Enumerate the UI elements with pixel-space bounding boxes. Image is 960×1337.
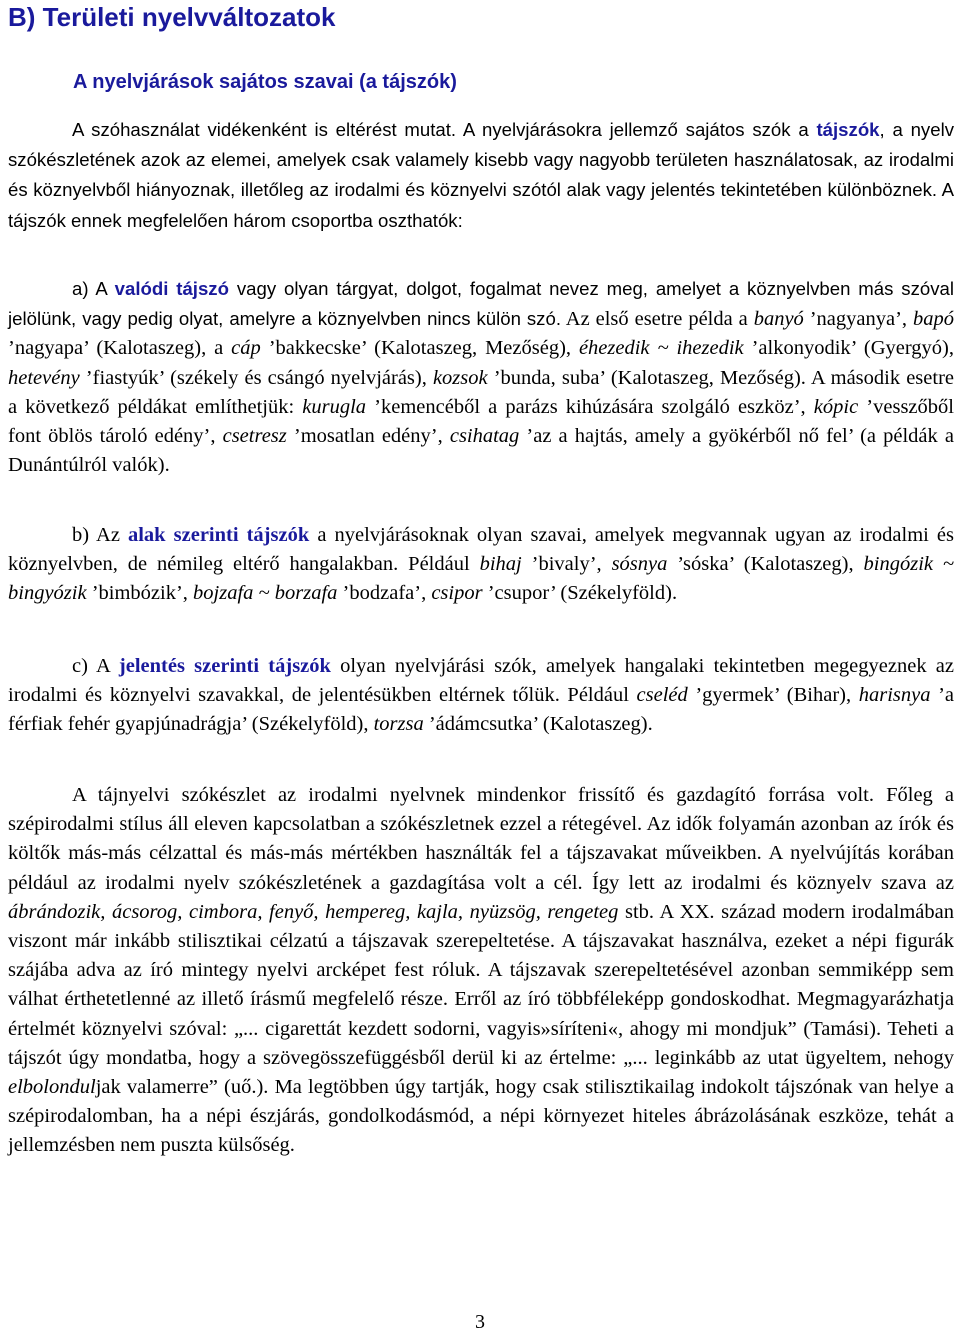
text: ’bakkecske’ (Kalotaszeg, Mezőség), — [260, 337, 579, 360]
text: ’vesszőből font öblös tároló edény’, — [8, 395, 954, 448]
text: ’gyermek’ (Bihar), — [687, 684, 859, 707]
text: ’bodzafa’, — [337, 582, 432, 605]
text: ’az a hajtás, amely a gyökérből nő fel’ (a példák a Dunántúlról valók). — [8, 425, 954, 477]
text: ’bimbózik’, — [86, 582, 194, 605]
example-word: bingózik ~ bingyózik — [8, 553, 954, 605]
example-word: ábrándozik, ácsorog, cimbora, fenyő, hempereg, kajla, nyüzsög, rengeteg — [8, 900, 619, 923]
text: ’sóska’ (Kalotaszeg), — [667, 553, 864, 576]
term-jelentes-szerinti: jelentés szerinti tájszók — [118, 655, 331, 677]
text: stb. A XX. század modern irodalmában viszont már inkább stilisztikai célzatú a tájszavak szerepeltetése. A tájszavakat használva, ezeket a népi figurák szájába adva az író mintegy nyelvi arcképet fest róluk. A tájszavak szerepeltetésével azonban semmiképp sem válhat érthetetlenné az illető írásmű megfelelő része. Erről az író többféleképp gondoskodhat. Megmagyarázhatja értelmét köznyelvi szóval: „... cigarettát kezdett sodorni, vagyis»síríteni«, ahogy mi mondjuk” (Tamási). Teheti a tájszót úgy mondatba, hogy a szövegösszefüggésből derül ki az értelme: „... leginkább az utat ügyeltem, nehogy — [8, 900, 954, 1069]
text: ’bivaly’, — [521, 553, 612, 576]
paragraph-intro — [8, 115, 954, 236]
text: ’bunda, suba’ (Kalotaszeg, Mezőség). A második esetre a következő példákat említhetjük: — [8, 366, 954, 418]
example-word: kozsok — [432, 366, 488, 389]
text: A tájszók ennek megfelelően három csoportba oszthatók: — [8, 179, 954, 231]
example-word: bojzafa ~ borzafa — [193, 582, 338, 605]
text: b) Az — [72, 524, 128, 546]
term-valodi-tajszo: valódi tájszó — [114, 278, 229, 299]
paragraph-irodalom — [8, 781, 954, 1161]
example-word: elbolondul — [8, 1076, 96, 1099]
paragraph-jelentes-szerinti — [8, 652, 954, 740]
text: ’nagyanya’, — [803, 308, 913, 331]
example-word: csipor — [431, 582, 483, 605]
page-number: 3 — [475, 1311, 485, 1333]
paragraph-valodi-tajszo — [8, 274, 954, 480]
text: a nyelvjárásoknak olyan szavai, amelyek megvannak ugyan az irodalmi és köznyelvben, de némileg eltérő hangalakban. Például — [8, 524, 954, 576]
text: olyan nyelvjárási szók, amelyek hangalaki tekintetben megegyeznek az irodalmi és köznyelvi szavakkal, de jelentésükben eltérnek tőlük. Például — [8, 655, 954, 707]
example-word: kurugla — [302, 395, 367, 418]
example-word: banyó — [753, 308, 804, 331]
text: vagy olyan tárgyat, dolgot, fogalmat nevez meg, amelyet a köznyelvben más szóval jelölünk, vagy pedig olyat, amelyre a köznyelvben nincs külön szó. — [8, 278, 955, 330]
text: ’ádámcsutka’ (Kalotaszeg). — [423, 713, 653, 736]
text: ’nagyapa’ (Kalotaszeg), a — [8, 337, 232, 360]
example-word: bapó — [913, 308, 954, 331]
text: ’a férfiak fehér gyapjúnadrágja’ (Székelyföld), — [8, 684, 954, 736]
text: A szóhasználat vidékenként is eltérést mutat. A nyelvjárásokra jellemző sajátos szók a — [72, 119, 817, 140]
example-word: sósnya — [611, 553, 668, 576]
text: ’alkonyodik’ (Gyergyó), — [743, 337, 955, 360]
text: c) A — [72, 655, 119, 677]
example-word: kópic — [813, 395, 859, 418]
example-word: bihaj — [479, 553, 522, 576]
text: Az első esetre példa a — [561, 308, 754, 331]
example-word: torzsa — [373, 713, 424, 736]
example-word: csihatag — [449, 425, 520, 448]
text: , a nyelv szókészletének azok az elemei, amelyek csak valamely kisebb vagy nagyobb területen használatosak, az irodalmi és köznyelvből hiányoznak, illetőleg az irodalmi és köznyelvi szótól alak vagy jelentés tekintetében különböznek. — [8, 119, 955, 201]
example-word: hetevény — [8, 366, 80, 389]
example-word: éhezedik ~ ihezedik — [578, 337, 744, 360]
example-word: cseléd — [636, 684, 688, 707]
term-alak-szerinti: alak szerinti tájszók — [127, 524, 310, 546]
example-word: csetresz — [222, 425, 287, 448]
text: a) A — [72, 278, 115, 299]
example-word: cáp — [231, 337, 261, 360]
section-heading: B) Területi nyelvváltozatok — [8, 2, 336, 32]
text: jak valamerre” (uő.). Ma legtöbben úgy tartják, hogy csak stilisztikailag indokolt tájszónak van helye a szépirodalomban, ha a népi észjárás, gondolkodásmód, a népi környezet hiteles ábrázolásának eszköze, tehát a jellemzésben nem puszta külsőség. — [8, 1076, 954, 1157]
text: ’kemencéből a parázs kihúzására szolgáló eszköz’, — [366, 395, 814, 418]
text: ’fiastyúk’ (székely és csángó nyelvjárás), — [79, 366, 433, 389]
term-tajszok: tájszók — [816, 119, 880, 140]
subsection-heading: A nyelvjárások sajátos szavai (a tájszók) — [73, 71, 457, 93]
text: A tájnyelvi szókészlet az irodalmi nyelvnek mindenkor frissítő és gazdagító forrása volt. Főleg a szépirodalmi stílus áll eleven kapcsolatban a szókészletnek ezzel a rétegével. Az idők folyamán azonban az írók és költők más-más célzattal és más-más mértékben használták fel a tájszavakat műveikben. A nyelvújítás korában például az irodalmi nyelv szókészletének a gazdagítása volt a cél. Így lett az irodalmi és köznyelv szava az — [8, 784, 954, 894]
example-word: harisnya — [858, 684, 931, 707]
text: ’mosatlan edény’, — [286, 425, 450, 448]
paragraph-alak-szerinti — [8, 521, 954, 609]
text: ’csupor’ (Székelyföld). — [482, 582, 678, 605]
